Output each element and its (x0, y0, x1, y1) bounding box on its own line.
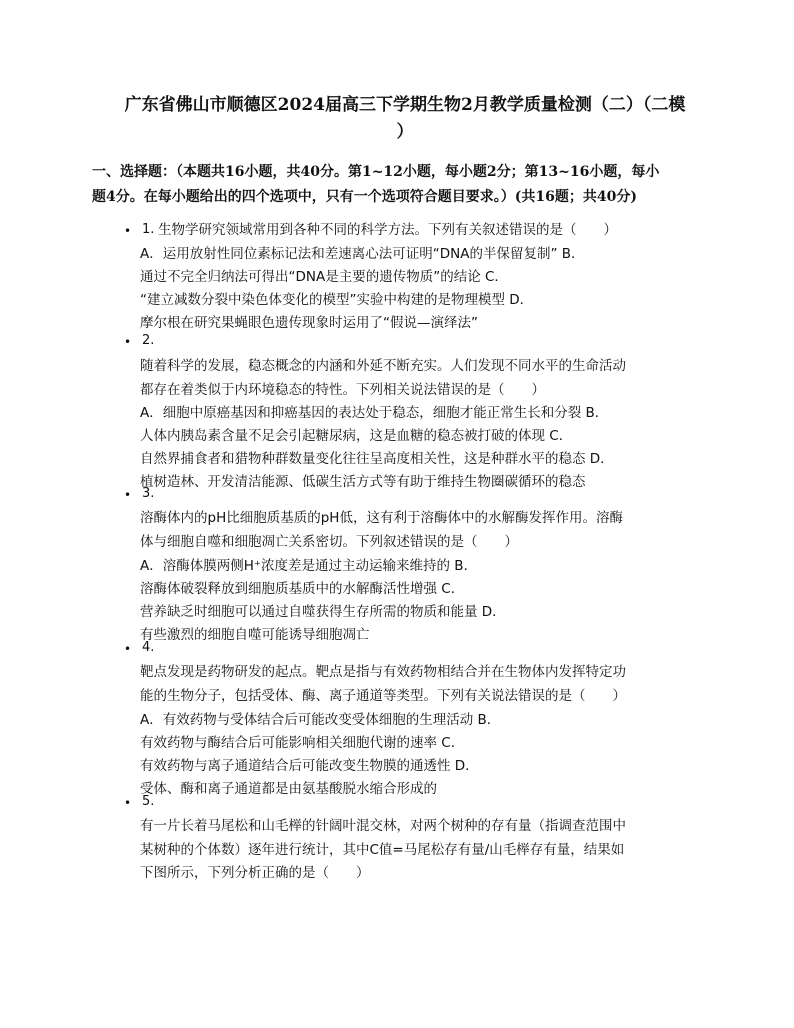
section-heading (92, 160, 712, 210)
question-line: 有一片长着马尾松和山毛榉的针阔叶混交林，对两个树种的存有量（指调查范围中 (140, 818, 626, 834)
question-line: 下图所示，下列分析正确的是（ ） (140, 865, 370, 881)
question-line: A．有效药物与受体结合后可能改变受体细胞的生理活动 B． (140, 712, 501, 728)
question-number: 5. (142, 794, 155, 809)
question-line: “建立减数分裂中染色体变化的模型”实验中构建的是物理模型 D． (140, 292, 534, 308)
question-line: 摩尔根在研究果蝇眼色遗传现象时运用了“假说—演绎法” (140, 315, 478, 331)
title-line-2: ） (396, 122, 414, 142)
question-line: 溶酶体破裂释放到细胞质基质中的水解酶活性增强 C． (140, 581, 465, 597)
question-line: A．细胞中原癌基因和抑癌基因的表达处于稳态，细胞才能正常生长和分裂 B． (140, 405, 609, 421)
question-line: 都存在着类似于内环境稳态的特性。下列相关说法错误的是（ ） (140, 382, 545, 398)
question-line: 体与细胞自噬和细胞凋亡关系密切。下列叙述错误的是（ ） (140, 534, 518, 550)
question-line: 自然界捕食者和猎物种群数量变化往往呈高度相关性，这是种群水平的稳态 D． (140, 451, 614, 467)
question-line: 营养缺乏时细胞可以通过自噬获得生存所需的物质和能量 D． (140, 604, 506, 620)
question-line: 人体内胰岛素含量不足会引起糖尿病，这是血糖的稳态被打破的体现 C． (140, 428, 573, 444)
question-line: A．运用放射性同位素标记法和差速离心法可证明“DNA的半保留复制” B． (140, 246, 585, 262)
question-line: 植树造林、开发清洁能源、低碳生活方式等有助于维持生物圈碳循环的稳态 (140, 474, 586, 490)
bullet-marker: • (124, 335, 132, 349)
question-line: 靶点发现是药物研发的起点。靶点是指与有效药物相结合并在生物体内发挥特定功 (140, 664, 626, 680)
section-heading-line-2: 题4分。在每小题给出的四个选项中，只有一个选项符合题目要求。）(共16题；共40分) (92, 189, 637, 205)
question-line: 有效药物与酶结合后可能影响相关细胞代谢的速率 C． (140, 735, 465, 751)
section-heading-line-1: 一、选择题：（本题共16小题，共40分。第1~12小题，每小题2分；第13~16小题，每小 (92, 164, 660, 180)
question-stem: 生物学研究领域常用到各种不同的科学方法。下列有关叙述错误的是（ ） (158, 222, 617, 238)
bullet-marker: • (124, 642, 132, 656)
question-line: 通过不完全归纳法可得出“DNA是主要的遗传物质”的结论 C． (140, 269, 508, 285)
title-line-1: 广东省佛山市顺德区2024届高三下学期生物2月教学质量检测（二）（二模 (124, 95, 686, 115)
question-line: A．溶酶体膜两侧H⁺浓度差是通过主动运输来维持的 B． (140, 558, 478, 574)
question-line: 随着科学的发展，稳态概念的内涵和外延不断充实。人们发现不同水平的生命活动 (140, 358, 626, 374)
bullet-marker: • (124, 488, 132, 502)
question-number: 3. (142, 486, 155, 501)
question-line: 有些激烈的细胞自噬可能诱导细胞凋亡 (140, 627, 370, 643)
question-line: 受体、酶和离子通道都是由氨基酸脱水缩合形成的 (140, 781, 437, 797)
bullet-marker: • (124, 796, 132, 810)
bullet-marker: • (124, 224, 132, 238)
document-title (90, 92, 720, 146)
question-line: 溶酶体内的pH比细胞质基质的pH低，这有利于溶酶体中的水解酶发挥作用。溶酶 (140, 510, 623, 526)
question-number: 1. (142, 222, 155, 237)
question-number: 2. (142, 333, 155, 348)
question-line: 能的生物分子，包括受体、酶、离子通道等类型。下列有关说法错误的是（ ） (140, 688, 626, 704)
question-line: 某树种的个体数）逐年进行统计，其中C值=马尾松存有量/山毛榉存有量，结果如 (140, 842, 625, 858)
question-number: 4. (142, 640, 155, 655)
question-line: 有效药物与离子通道结合后可能改变生物膜的通透性 D． (140, 758, 479, 774)
